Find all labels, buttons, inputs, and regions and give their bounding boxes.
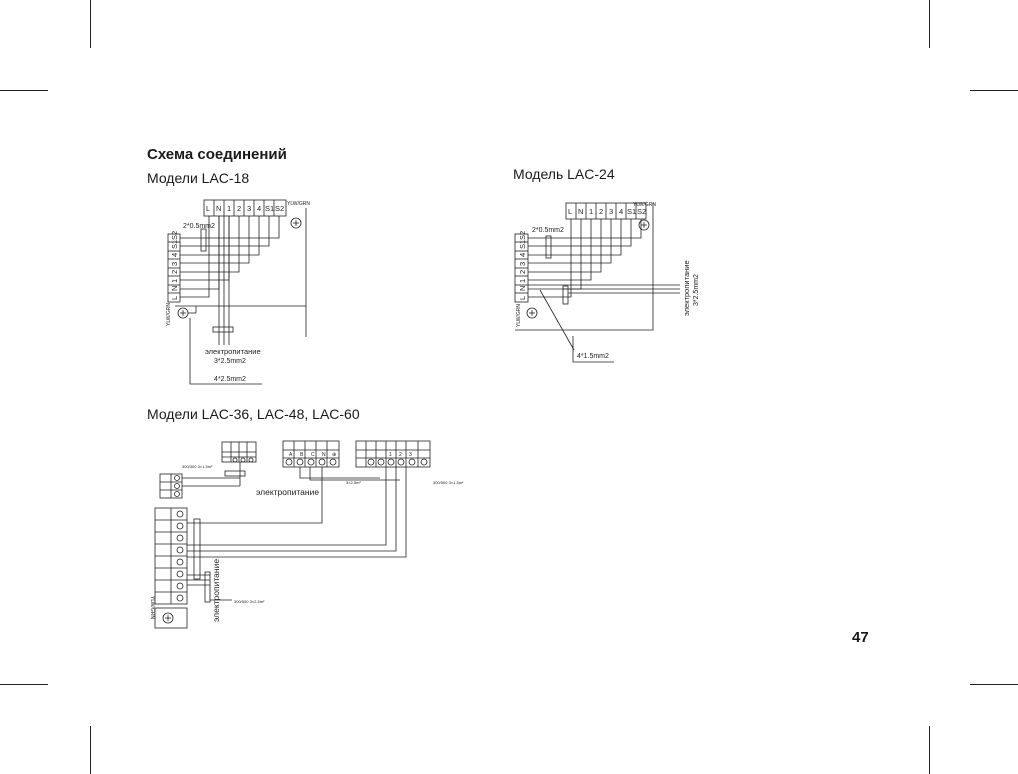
terminal-label: L (206, 204, 211, 213)
terminal-label: S1 (170, 239, 179, 249)
terminal-label: 2 (237, 204, 242, 213)
ground-label: YLW/GRN (633, 202, 656, 208)
cable-label: 300/500 3×1.5m² (433, 480, 464, 485)
terminal-label: B (300, 452, 304, 458)
cable-label: 3*2.5mm2 (693, 274, 700, 306)
terminal-label: 1 (589, 207, 594, 216)
terminal-label: S1 (627, 207, 637, 216)
terminal-label: 3 (609, 207, 614, 216)
terminal-label: 4 (257, 204, 262, 213)
diagram-b-title: Модель LAC-24 (513, 166, 615, 182)
terminal-label: 3 (409, 452, 412, 458)
cable-label: 2*0.5mm2 (532, 227, 564, 234)
cable-label: 4*2.5mm2 (214, 376, 246, 383)
power-label: электропитание (211, 558, 221, 622)
cable-label: 2*0.5mm2 (183, 223, 215, 230)
terminal-label: 4 (170, 252, 179, 257)
terminal-label: 3 (247, 204, 252, 213)
terminal-label: ⊕ (332, 452, 337, 458)
terminal-label: 4 (518, 252, 527, 257)
terminal-label: A (289, 452, 293, 458)
terminal-label: S1 (265, 204, 275, 213)
terminal-label: N (322, 452, 326, 458)
terminal-label: C (311, 452, 315, 458)
terminal-label: N (216, 204, 222, 213)
terminal-label: S2 (637, 207, 647, 216)
terminal-label: N (170, 285, 179, 291)
terminal-label: 2 (599, 207, 604, 216)
terminal-label: 2 (170, 269, 179, 274)
diagram-a-labels (166, 201, 310, 383)
terminal-label: S1 (518, 239, 527, 249)
ground-label: YLW/GRN (149, 596, 155, 619)
terminal-label: 3 (170, 261, 179, 266)
cable-label: 3*2.5mm2 (214, 358, 246, 365)
terminal-label: S2 (275, 204, 285, 213)
terminal-label: N (518, 285, 527, 291)
diagram-c-labels (149, 452, 464, 622)
terminal-label: 3 (518, 261, 527, 266)
terminal-label: 1 (170, 278, 179, 283)
power-label: электропитание (256, 487, 320, 497)
terminal-label: N (578, 207, 584, 216)
ground-label: YLW/GRN (166, 303, 172, 326)
ground-label: YLW/GRN (287, 201, 310, 207)
page-heading: Схема соединений (147, 146, 287, 163)
terminal-label: S2 (170, 230, 179, 240)
terminal-label: 2 (518, 269, 527, 274)
terminal-label: L (568, 207, 573, 216)
cable-label: 300/500 3×2.5m² (234, 599, 265, 604)
diagram-c-wiring (155, 441, 430, 628)
terminal-label: 4 (619, 207, 624, 216)
ground-label: YLW/GRN (516, 304, 522, 327)
terminal-label: 1 (227, 204, 232, 213)
terminal-label: S2 (518, 230, 527, 240)
cable-label: 300/300 3×1.5m² (182, 464, 213, 469)
power-label: электропитание (205, 347, 261, 356)
power-label: электропитание (682, 260, 691, 316)
terminal-label: L (518, 295, 527, 300)
cable-label: 4*1.5mm2 (577, 353, 609, 360)
terminal-label: 1 (518, 278, 527, 283)
terminal-label: L (170, 295, 179, 300)
terminal-label: 2 (399, 452, 402, 458)
terminal-label: 1 (389, 452, 392, 458)
diagram-b-labels (516, 202, 700, 360)
cable-label: 3×2.5m² (346, 480, 361, 485)
page-number: 47 (852, 629, 869, 646)
diagram-c-title: Модели LAC-36, LAC-48, LAC-60 (147, 406, 360, 422)
diagram-a-title: Модели LAC-18 (147, 170, 250, 186)
